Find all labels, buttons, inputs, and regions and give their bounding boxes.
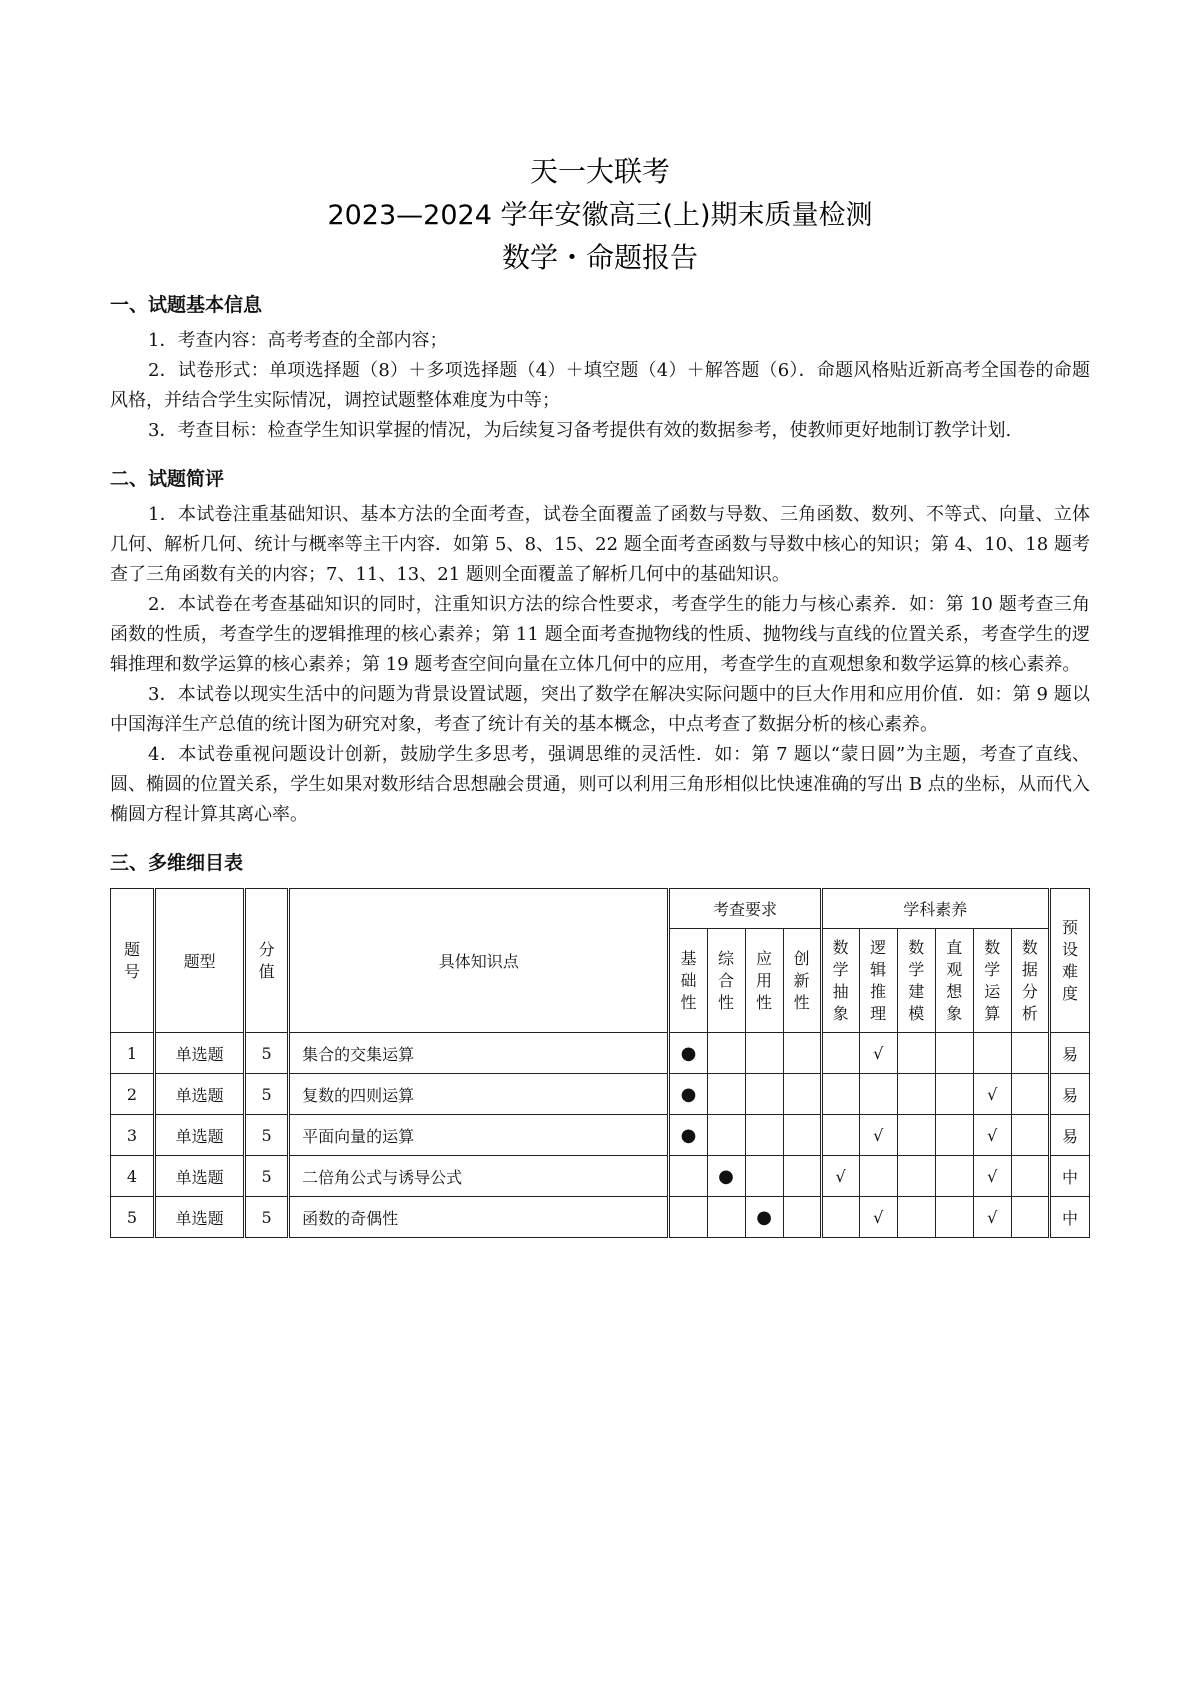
row-literacy-cell <box>897 1115 935 1156</box>
section-1-item-3: 3．考查目标：检查学生知识掌握的情况，为后续复习备考提供有效的数据参考，使教师更好地制订教学计划. <box>148 420 1012 441</box>
section-2-heading: 二、试题简评 <box>110 468 225 490</box>
header-requirement-3: 应 用 性 <box>745 929 783 1033</box>
row-requirement-cell <box>745 1033 783 1074</box>
row-literacy-cell <box>897 1033 935 1074</box>
row-score: 5 <box>245 1074 289 1115</box>
row-literacy-cell: √ <box>973 1074 1011 1115</box>
row-requirement-cell <box>707 1033 745 1074</box>
header-literacy-6: 数 据 分 析 <box>1011 929 1049 1033</box>
row-knowledge-point: 复数的四则运算 <box>289 1074 669 1115</box>
row-no: 2 <box>111 1074 155 1115</box>
row-no: 3 <box>111 1115 155 1156</box>
row-requirement-cell <box>707 1115 745 1156</box>
row-requirement-cell <box>707 1074 745 1115</box>
row-type: 单选题 <box>155 1033 245 1074</box>
header-difficulty: 预 设 难 度 <box>1049 889 1089 1033</box>
section-1-item-2: 2．试卷形式：单项选择题（8）＋多项选择题（4）＋填空题（4）＋解答题（6）．命题风格贴近新高考全国卷的命题风格，并结合学生实际情况，调控试题整体难度为中等； <box>110 360 1090 411</box>
header-line-3: 数学・命题报告 <box>501 241 698 274</box>
row-requirement-cell <box>707 1197 745 1238</box>
row-knowledge-point: 函数的奇偶性 <box>289 1197 669 1238</box>
row-difficulty: 易 <box>1049 1033 1089 1074</box>
header-literacy-3: 数 学 建 模 <box>897 929 935 1033</box>
row-literacy-cell <box>897 1074 935 1115</box>
row-literacy-cell <box>935 1156 973 1197</box>
row-type: 单选题 <box>155 1197 245 1238</box>
row-knowledge-point: 二倍角公式与诱导公式 <box>289 1156 669 1197</box>
row-literacy-cell: √ <box>859 1033 897 1074</box>
row-requirement-cell <box>783 1156 821 1197</box>
section-3-heading: 三、多维细目表 <box>110 852 244 874</box>
section-1-heading: 一、试题基本信息 <box>110 294 263 316</box>
row-requirement-cell <box>783 1074 821 1115</box>
row-literacy-cell: √ <box>973 1197 1011 1238</box>
header-score: 分 值 <box>245 889 289 1033</box>
row-requirement-cell <box>745 1115 783 1156</box>
row-knowledge-point: 集合的交集运算 <box>289 1033 669 1074</box>
row-literacy-cell <box>821 1074 859 1115</box>
table-row <box>111 1033 1090 1074</box>
table-row <box>111 1197 1090 1238</box>
row-literacy-cell: √ <box>859 1197 897 1238</box>
row-literacy-cell <box>935 1115 973 1156</box>
header-literacy-4: 直 观 想 象 <box>935 929 973 1033</box>
specification-table <box>110 888 1090 1238</box>
row-no: 4 <box>111 1156 155 1197</box>
row-no: 1 <box>111 1033 155 1074</box>
section-2-item-3: 3．本试卷以现实生活中的问题为背景设置试题，突出了数学在解决实际问题中的巨大作用和应用价值．如：第 9 题以中国海洋生产总值的统计图为研究对象，考查了统计有关的基本概念，中点考查了数据分析的核心素养。 <box>110 684 1090 735</box>
header-requirement-1: 基 础 性 <box>669 929 707 1033</box>
header-literacy-group: 学科素养 <box>821 889 1049 929</box>
row-literacy-cell <box>821 1033 859 1074</box>
row-requirement-cell <box>783 1115 821 1156</box>
report-body <box>110 290 1090 1238</box>
row-difficulty: 中 <box>1049 1156 1089 1197</box>
row-requirement-cell <box>669 1197 707 1238</box>
row-score: 5 <box>245 1115 289 1156</box>
header-requirement-4: 创 新 性 <box>783 929 821 1033</box>
row-literacy-cell <box>897 1197 935 1238</box>
row-literacy-cell: √ <box>821 1156 859 1197</box>
header-no: 题 号 <box>111 889 155 1033</box>
row-literacy-cell <box>973 1033 1011 1074</box>
header-line-2: 2023—2024 学年安徽高三(上)期末质量检测 <box>327 200 873 231</box>
table-row <box>111 1074 1090 1115</box>
row-requirement-cell: ● <box>669 1115 707 1156</box>
header-literacy-1: 数 学 抽 象 <box>821 929 859 1033</box>
row-knowledge-point: 平面向量的运算 <box>289 1115 669 1156</box>
header-line-1: 天一大联考 <box>529 155 670 188</box>
row-type: 单选题 <box>155 1156 245 1197</box>
row-requirement-cell: ● <box>745 1197 783 1238</box>
row-requirement-cell <box>783 1033 821 1074</box>
table-row <box>111 1115 1090 1156</box>
row-literacy-cell <box>935 1074 973 1115</box>
row-difficulty: 中 <box>1049 1197 1089 1238</box>
row-literacy-cell <box>897 1156 935 1197</box>
row-requirement-cell <box>745 1156 783 1197</box>
section-2-item-4: 4．本试卷重视问题设计创新，鼓励学生多思考，强调思维的灵活性．如：第 7 题以“蒙日圆”为主题，考查了直线、圆、椭圆的位置关系，学生如果对数形结合思想融会贯通，则可以利用三角形相似比快速准确的写出 B 点的坐标，从而代入椭圆方程计算其离心率。 <box>110 744 1090 825</box>
row-literacy-cell <box>1011 1074 1049 1115</box>
row-score: 5 <box>245 1197 289 1238</box>
section-1-item-1: 1．考查内容：高考考查的全部内容； <box>148 330 448 351</box>
row-type: 单选题 <box>155 1115 245 1156</box>
section-2-item-1: 1．本试卷注重基础知识、基本方法的全面考查，试卷全面覆盖了函数与导数、三角函数、数列、不等式、向量、立体几何、解析几何、统计与概率等主干内容．如第 5、8、15、22 题全面考查函数与导数中核心的知识；第 4、10、18 题考查了三角函数有关的内容；7、11、13、21 题则全面覆盖了解析几何中的基础知识。 <box>110 504 1090 585</box>
table-row <box>111 1156 1090 1197</box>
row-no: 5 <box>111 1197 155 1238</box>
row-difficulty: 易 <box>1049 1074 1089 1115</box>
header-knowledge-point: 具体知识点 <box>289 889 669 1033</box>
header-type: 题型 <box>155 889 245 1033</box>
row-literacy-cell <box>821 1115 859 1156</box>
row-literacy-cell: √ <box>973 1115 1011 1156</box>
row-literacy-cell <box>935 1197 973 1238</box>
row-requirement-cell: ● <box>669 1033 707 1074</box>
header-requirement-2: 综 合 性 <box>707 929 745 1033</box>
row-literacy-cell <box>859 1156 897 1197</box>
header-literacy-5: 数 学 运 算 <box>973 929 1011 1033</box>
row-literacy-cell <box>1011 1033 1049 1074</box>
row-requirement-cell <box>745 1074 783 1115</box>
row-literacy-cell: √ <box>859 1115 897 1156</box>
row-difficulty: 易 <box>1049 1115 1089 1156</box>
row-literacy-cell <box>821 1197 859 1238</box>
row-literacy-cell <box>1011 1115 1049 1156</box>
row-literacy-cell <box>859 1074 897 1115</box>
row-score: 5 <box>245 1033 289 1074</box>
row-literacy-cell <box>935 1033 973 1074</box>
row-requirement-cell: ● <box>707 1156 745 1197</box>
row-requirement-cell <box>783 1197 821 1238</box>
row-literacy-cell <box>1011 1156 1049 1197</box>
row-literacy-cell: √ <box>973 1156 1011 1197</box>
row-requirement-cell <box>669 1156 707 1197</box>
row-score: 5 <box>245 1156 289 1197</box>
row-type: 单选题 <box>155 1074 245 1115</box>
section-2-item-2: 2．本试卷在考查基础知识的同时，注重知识方法的综合性要求，考查学生的能力与核心素养．如：第 10 题考查三角函数的性质，考查学生的逻辑推理的核心素养；第 11 题全面考查抛物线的性质、抛物线与直线的位置关系，考查学生的逻辑推理和数学运算的核心素养；第 19 题考查空间向量在立体几何中的应用，考查学生的直观想象和数学运算的核心素养。 <box>110 594 1090 675</box>
header-requirement-group: 考查要求 <box>669 889 821 929</box>
row-requirement-cell: ● <box>669 1074 707 1115</box>
row-literacy-cell <box>1011 1197 1049 1238</box>
header-literacy-2: 逻 辑 推 理 <box>859 929 897 1033</box>
